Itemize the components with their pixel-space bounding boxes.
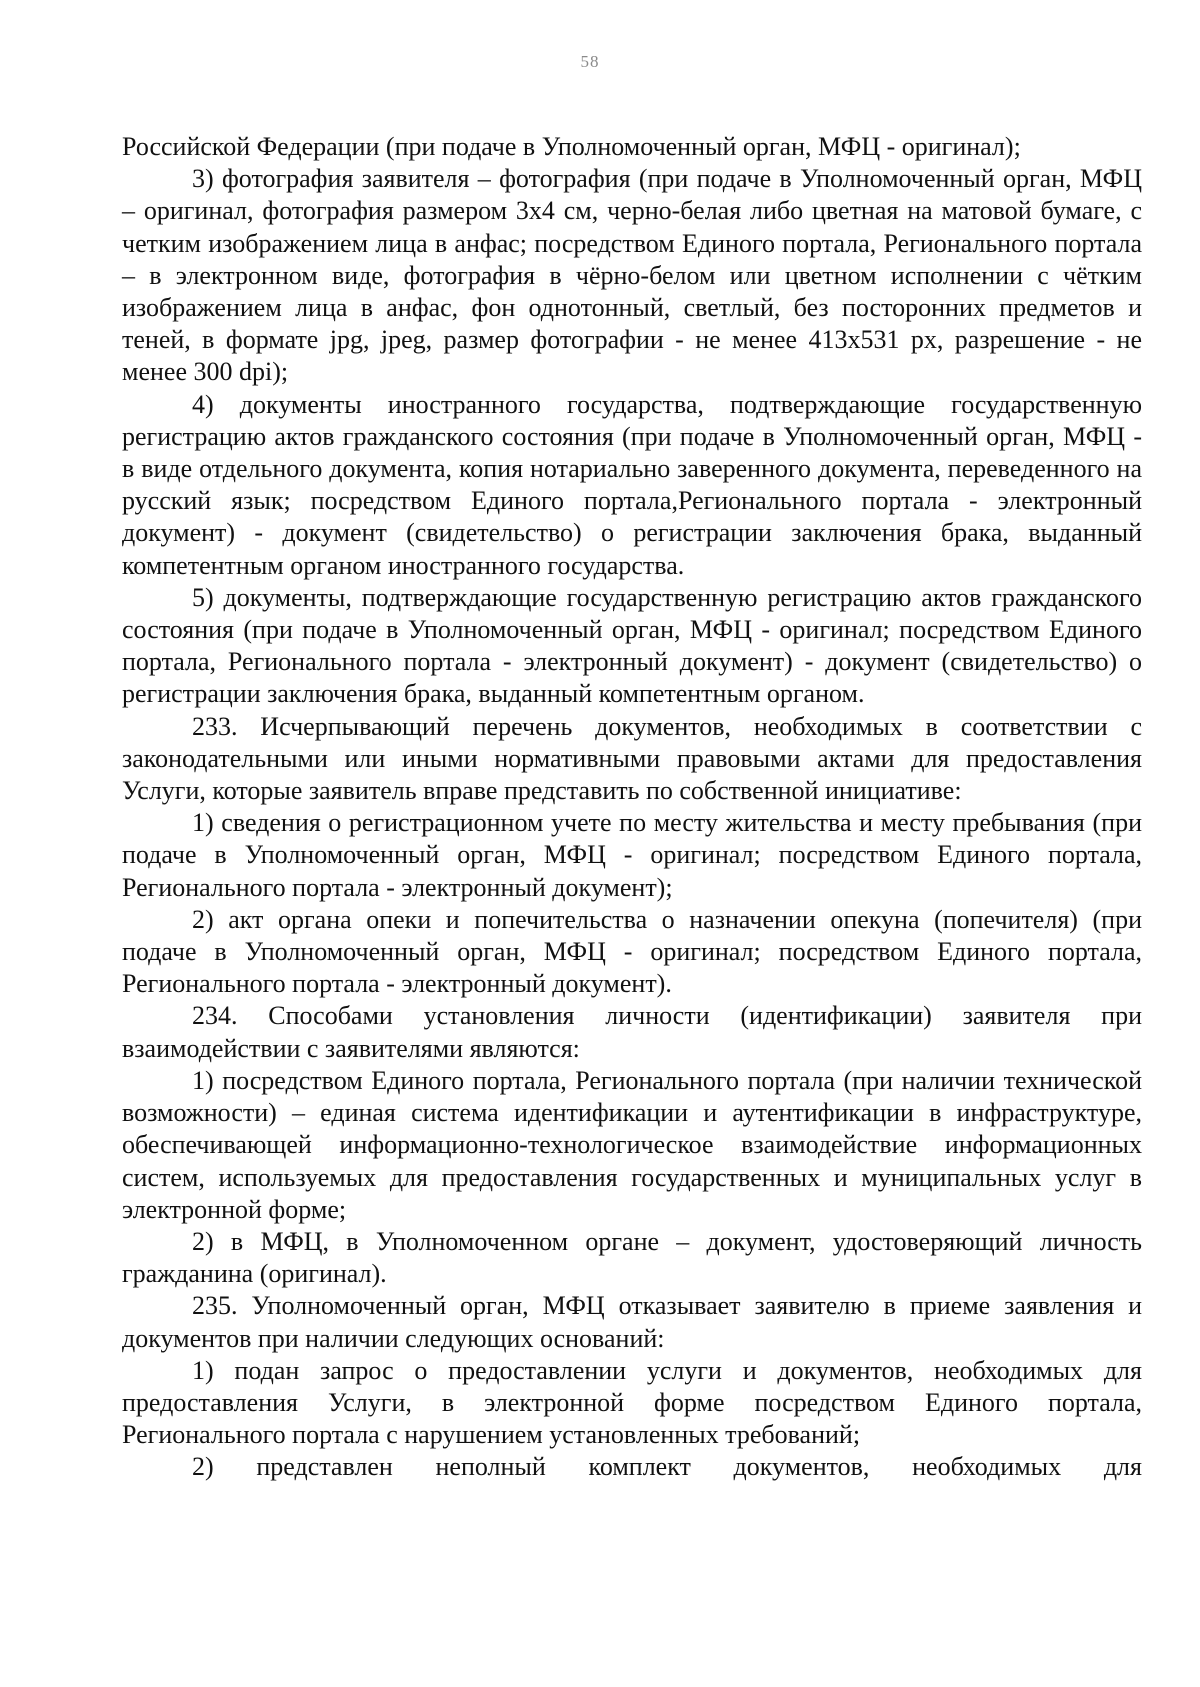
document-body — [122, 131, 1142, 1484]
paragraph: 5) документы, подтверждающие государственную регистрацию актов гражданского состояния (при подаче в Уполномоченный орган, МФЦ - оригинал; посредством Единого портала, Регионального портала - электронный документ) - документ (свидетельство) о регистрации заключения брака, выданный компетентным органом. — [122, 582, 1142, 709]
paragraph: 234. Способами установления личности (идентификации) заявителя при взаимодействии с заявителями являются: — [122, 1001, 1142, 1063]
paragraph: Российской Федерации (при подаче в Уполномоченный орган, МФЦ - оригинал); — [122, 132, 1021, 161]
paragraph: 1) подан запрос о предоставлении услуги и документов, необходимых для предоставления Услуги, в электронной форме посредством Единого портала, Регионального портала с нарушением установленных требований; — [122, 1355, 1142, 1450]
paragraph: 2) в МФЦ, в Уполномоченном органе – документ, удостоверяющий личность гражданина (оригинал). — [122, 1226, 1142, 1289]
paragraph: 235. Уполномоченный орган, МФЦ отказывает заявителю в приеме заявления и документов при наличии следующих оснований: — [122, 1291, 1142, 1353]
paragraph: 3) фотография заявителя – фотография (при подаче в Уполномоченный орган, МФЦ – оригинал, фотография размером 3х4 см, черно-белая либо цветная на матовой бумаге, с четким изображением лица в анфас; посредством Единого портала, Регионального портала – в электронном виде, фотография в чёрно-белом или цветном исполнении с чётким изображением лица в анфас, фон однотонный, светлый, без посторонних предметов и теней, в формате jpg, jpeg, размер фотографии - не менее 413х531 px, разрешение - не менее 300 dpi); — [122, 164, 1142, 387]
paragraph: 1) сведения о регистрационном учете по месту жительства и месту пребывания (при подаче в Уполномоченный орган, МФЦ - оригинал; посредством Единого портала, Регионального портала - электронный документ); — [122, 808, 1142, 902]
page-number: 58 — [580, 52, 600, 71]
paragraph: 4) документы иностранного государства, подтверждающие государственную регистрацию актов гражданского состояния (при подаче в Уполномоченный орган, МФЦ - в виде отдельного документа, копия нотариально заверенного документа, переведенного на русский язык; посредством Единого портала,Регионального портала - электронный документ) - документ (свидетельство) о регистрации заключения брака, выданный компетентным органом иностранного государства. — [122, 389, 1142, 580]
paragraph: 2) представлен неполный комплект документов, необходимых для — [192, 1452, 1142, 1482]
paragraph: 2) акт органа опеки и попечительства о назначении опекуна (попечителя) (при подаче в Уполномоченный орган, МФЦ - оригинал; посредством Единого портала, Регионального портала - электронный документ). — [122, 904, 1142, 999]
paragraph: 1) посредством Единого портала, Регионального портала (при наличии технической возможности) – единая система идентификации и аутентификации в инфраструктуре, обеспечивающей информационно-технологическое взаимодействие информационных систем, используемых для предоставления государственных и муниципальных услуг в электронной форме; — [122, 1065, 1142, 1224]
paragraph: 233. Исчерпывающий перечень документов, необходимых в соответствии с законодательными или иными нормативными правовыми актами для предоставления Услуги, которые заявитель вправе представить по собственной инициативе: — [122, 711, 1142, 806]
